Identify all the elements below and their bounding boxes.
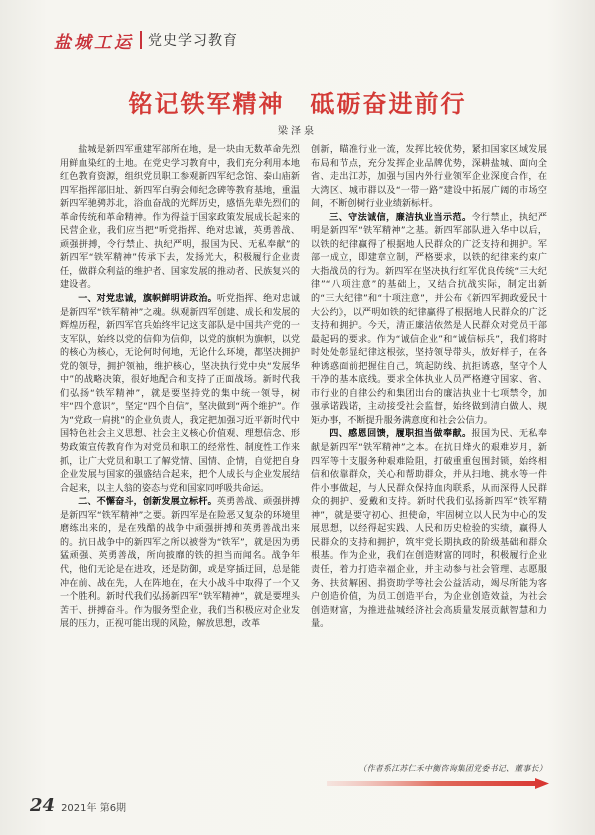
article-paragraph: [311, 428, 547, 631]
article-right-column: [311, 144, 547, 632]
article-paragraph: [60, 496, 300, 631]
article-paragraph: [60, 293, 300, 496]
paragraph-text: 听党指挥、绝对忠诚是新四军“铁军精神”之魂。纵观新四军创建、成长和发展的辉煌历程，新四军官兵始终牢记这支部队是中国共产党的一支军队，始终以党的信仰为信仰，以党的旗帜为旗帜，以党的核心为核心，无论何时何地，无论什么环境，都坚决拥护党的领导，拥护领袖，维护核心，坚决执行党中央“发展华中”的战略决策，很好地配合和支持了正面战场。新时代我们弘扬“铁军精神”，就是要坚持党的集中统一领导，树牢“四个意识”，坚定“四个自信”，坚决做到“两个维护”。作为“党政一肩挑”的企业负责人，我定把加强习近平新时代中国特色社会主义思想、社会主义核心价值观、理想信念、形势政策宣传教育作为对党员和职工的经常性、制度性工作来抓，让广大党员和职工了解党情、国情、企情，自觉把自身企业发展与国家的强盛结合起来，把个人成长与企业发展结合起来，以主人翁的姿态与党和国家同呼吸共命运。: [60, 294, 300, 494]
page-number: 24: [30, 795, 56, 816]
article-left-column: [60, 144, 300, 632]
masthead: [54, 27, 238, 53]
author-byline: （作者系江苏仁禾中衡咨询集团党委书记、董事长）: [358, 764, 547, 773]
paragraph-text: 创新，瞄准行业一流，发挥比较优势，紧扣国家区域发展布局和节点，充分发挥企业品牌优势，深耕盐城、面向全省、走出江苏，加强与国内外行业领军企业深度合作，在大湾区、城市群以及“一带一路”建设中拓展广阔的市场空间，不断创树行业业绩新标杆。: [311, 145, 547, 210]
article-paragraph: [60, 144, 300, 293]
paragraph-text: 盐城是新四军重建军部所在地，是一块由无数革命先烈用鲜血染红的土地。在党史学习教育中，我们充分利用本地红色教育资源，组织党员职工参观新四军纪念馆、泰山庙新四军指挥部旧址、新四军白驹会师纪念碑等教育基地，重温新四军驰骋苏北，浴血奋战的光辉历史，感悟先辈先烈们的革命传统和革命精神。作为得益于国家政策发展成长起来的民营企业，我们应当把“听党指挥、绝对忠诚，英勇善战、顽强拼搏，令行禁止、执纪严明，报国为民、无私奉献”的新四军“铁军精神”传承下去，发扬光大，积极履行企业责任，做群众利益的维护者、国家发展的推动者、民族复兴的建设者。: [60, 145, 300, 291]
issue-label: 2021年 第6期: [61, 803, 127, 814]
page-footer: [30, 795, 126, 816]
article-paragraph: [311, 144, 547, 212]
decorative-arrow-icon: [327, 778, 549, 789]
article-paragraph: [311, 212, 547, 429]
section-heading: 三、守法诚信，廉洁执业当示范。: [329, 212, 472, 223]
paragraph-text: 报国为民、无私奉献是新四军“铁军精神”之本。在抗日烽火的艰难岁月，新四军等十支服务种艰难险阻，打破重重包围封锁，始终相信和依靠群众，关心和帮助群众，并从扫地、挑水等一件件小事做起，与人民群众保持血肉联系，从而深得人民群众的拥护、爱戴和支持。新时代我们弘扬新四军“铁军精神”，就是要守初心、担使命，牢固树立以人民为中心的发展思想，以经得起实践、人民和历史检验的实绩，赢得人民群众的支持和拥护，筑牢党长期执政的阶级基础和群众根基。作为企业，我们在创造财富的同时，积极履行企业责任，着力打造幸福企业，并主动参与社会管理、志愿服务、扶贫解困、捐资助学等社会公益活动，竭尽所能为客户创造价值，为员工创造平台，为企业创造效益，为社会创造财富，为推进盐城经济社会高质量发展贡献智慧和力量。: [311, 429, 547, 630]
paragraph-text: 英勇善战、顽强拼搏是新四军“铁军精神”之要。新四军是在险恶又复杂的环境里磨练出来的，是在残酷的战争中顽强拼搏和英勇善战出来的。抗日战争中的新四军之所以被誉为“铁军”，就是因为勇猛顽强、英勇善战，所向披靡的铁的担当而闻名。战争年代，他们无论是在进攻，还是防御，或是穿插迂回，总是能冲在前、战在先，人在阵地在，在大小战斗中取得了一个又一个胜利。新时代我们弘扬新四军“铁军精神”，就是要埋头苦干、拼搏奋斗。作为服务型企业，我们当积极应对企业发展的压力，正视可能出现的风险，解放思想，改革: [60, 497, 300, 630]
masthead-column-name: 党史学习教育: [148, 33, 238, 49]
masthead-brand: 盐城工运: [54, 32, 134, 53]
article-title: 铭记铁军精神 砥砺奋进前行: [128, 89, 467, 118]
section-heading: 二、不懈奋斗，创新发展立标杆。: [78, 497, 217, 508]
section-heading: 一、对党忠诚，旗帜鲜明讲政治。: [78, 294, 217, 305]
masthead-divider: [140, 31, 142, 49]
paragraph-text: 令行禁止，执纪严明是新四军“铁军精神”之基。新四军部队进入华中以后，以铁的纪律赢得了根据地人民群众的广泛支持和拥护。军部一成立，即建章立制，严格要求，以铁的纪律来约束广大指战员的行为。新四军在坚决执行红军优良传统“三大纪律”“八项注意”的基础上，又结合抗战实际，制定出新的“三大纪律”和“十项注意”，并公布《新四军拥政爱民十大公约》，以严明如铁的纪律赢得了根据地人民群众的广泛支持和拥护。今天，清正廉洁依然是人民群众对党员干部最起码的要求。作为“诚信企业”和“诚信标兵”，我们将时时处处彰显纪律这根弦，坚持领导带头，放好样子，在各种诱惑面前把握住自己，筑起防线、抗拒诱惑，坚守个人干净的基本底线。要求全体执业人员严格遵守国家、省、市行业的自律公约和集团出台的廉洁执业十七项禁令，加强承诺践诺，主动接受社会监督，始终做到清白做人、规矩办事，不断提升服务满意度和社会公信力。: [311, 212, 547, 426]
section-heading: 四、感恩回馈，履职担当做奉献。: [329, 429, 472, 440]
article-author: 梁泽泉: [278, 126, 317, 137]
